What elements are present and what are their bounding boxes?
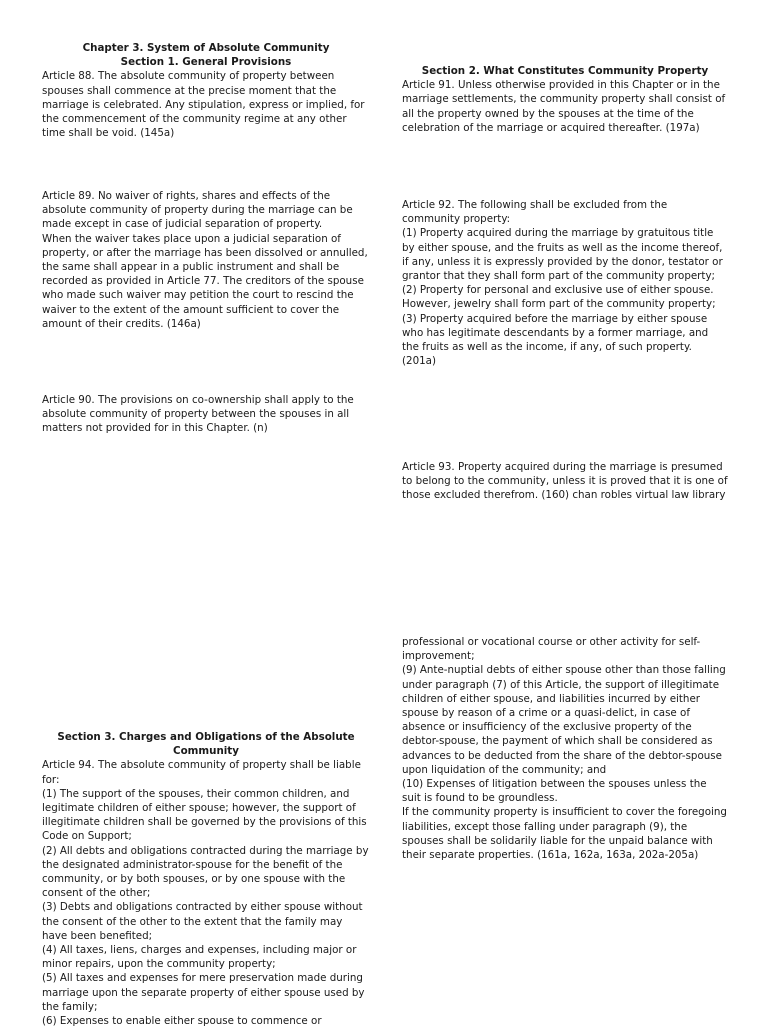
- chapter-title: Chapter 3. System of Absolute Community: [82, 42, 330, 54]
- article-94-continued: professional or vocational course or other activity for self-improvement; (9) Ante-nuptial debts of either spouse other than those falling under paragraph (7) of this Article, the support of illegitimate children of either spouse, and liabilities incurred by either spouse by reason of a crime or a quasi-delict, in case of absence or insufficiency of the exclusive property of the debtor-spouse, the payment of which shall be considered as advances to be deducted from the share of the debtor-spouse upon liquidation of the community; and (10) Expenses of litigation between the spouses unless the suit is found to be groundless. If the community property is insufficient to cover the foregoing liabilities, except those falling under paragraph (9), the spouses shall be solidarily liable for the unpaid balance with their separate properties. (161a, 162a, 163a, 202a-205a): [402, 636, 727, 862]
- article-91: Article 91. Unless otherwise provided in this Chapter or in the marriage settlements, the community property shall consist of all the property owned by the spouses at the time of the celebration of the marriage or acquired thereafter. (197a): [402, 79, 726, 134]
- section-2-block: [402, 64, 728, 135]
- section-1-title: Section 1. General Provisions: [120, 56, 292, 69]
- article-93: Article 93. Property acquired during the marriage is presumed to belong to the community, unless it is proved that it is one of those excluded therefrom. (160) chan robles virtual law library: [402, 461, 728, 502]
- article-92-block: [402, 198, 728, 368]
- article-89: Article 89. No waiver of rights, shares and effects of the absolute community of property during the marriage can be made except in case of judicial separation of property. When the waiver takes place upon a judicial separation of property, or after the marriage has been dissolved or annulled, the same shall appear in a public instrument and shall be recorded as provided in Article 77. The creditors of the spouse who made such waiver may petition the court to rescind the waiver to the extent of the amount sufficient to cover the amount of their credits. (146a): [42, 190, 368, 330]
- section-3-title: Section 3. Charges and Obligations of the Absolute Community: [57, 731, 355, 758]
- article-89-block: [42, 189, 370, 331]
- article-94: Article 94. The absolute community of property shall be liable for: (1) The support of the spouses, their common children, and legitimate children of either spouse; however, the support of illegitimate children shall be governed by the provisions of this Code on Support; (2) All debts and obligations contracted during the marriage by the designated administrator-spouse for the benefit of the community, or by both spouses, or by one spouse with the consent of the other; (3) Debts and obligations contracted by either spouse without the consent of the other to the extent that the family may have been benefited; (4) All taxes, liens, charges and expenses, including major or minor repairs, upon the community property; (5) All taxes and expenses for mere preservation made during marriage upon the separate property of either spouse used by the family; (6) Expenses to enable either spouse to commence or: [42, 759, 369, 1028]
- article-90-block: [42, 393, 370, 436]
- section-3-block: [42, 730, 370, 1028]
- article-90: Article 90. The provisions on co-ownership shall apply to the absolute community of property between the spouses in all matters not provided for in this Chapter. (n): [42, 394, 354, 435]
- article-92: Article 92. The following shall be excluded from the community property: (1) Property acquired during the marriage by gratuitous title by either spouse, and the fruits as well as the income thereof, if any, unless it is expressly provided by the donor, testator or grantor that they shall form part of the community property; (2) Property for personal and exclusive use of either spouse. However, jewelry shall form part of the community property; (3) Property acquired before the marriage by either spouse who has legitimate descendants by a former marriage, and the fruits as well as the income, if any, of such property. (201a): [402, 199, 723, 368]
- article-94-continued-block: [402, 635, 728, 862]
- article-93-block: [402, 460, 728, 503]
- section-2-title: Section 2. What Constitutes Community Property: [421, 65, 709, 77]
- chapter-header: [42, 41, 370, 140]
- article-88: Article 88. The absolute community of property between spouses shall commence at the precise moment that the marriage is celebrated. Any stipulation, express or implied, for the commencement of the community regime at any other time shall be void. (145a): [42, 70, 365, 140]
